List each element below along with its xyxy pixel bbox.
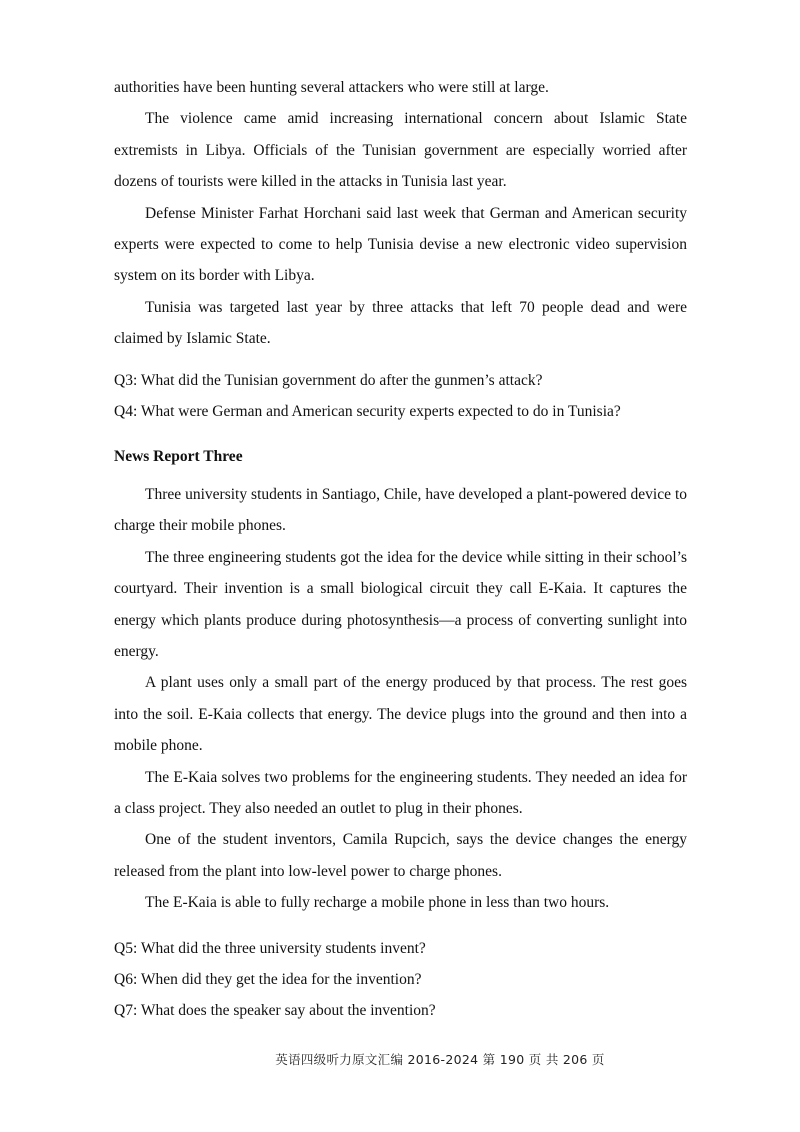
paragraph: The E-Kaia solves two problems for the engineering students. They needed an idea for a class project. They also needed an outlet to plug in their phones.: [114, 768, 687, 817]
question-4: Q4: What were German and American security experts expected to do in Tunisia?: [114, 403, 621, 421]
footer-text: 英语四级听力原文汇编 2016-2024 第 190 页 共 206 页: [275, 1052, 605, 1067]
spacer: [114, 427, 687, 441]
paragraph: The violence came amid increasing international concern about Islamic State extremists in Libya. Officials of the Tunisian government are especially worried after dozens of tourists were killed in the attacks in Tunisia last year.: [114, 110, 687, 191]
paragraph: A plant uses only a small part of the energy produced by that process. The rest goes into the soil. E-Kaia collects that energy. The device plugs into the ground and then into a mobile phone.: [114, 674, 687, 755]
section-heading: News Report Three: [114, 448, 243, 466]
paragraph: The three engineering students got the idea for the device while sitting in their school’s courtyard. Their invention is a small biological circuit they call E-Kaia. It captures the energy which plants produce during photosynthesis—a process of converting sunlight into energy.: [114, 548, 687, 660]
question-6: Q6: When did they get the idea for the invention?: [114, 970, 422, 988]
spacer: [114, 919, 687, 933]
paragraph: Tunisia was targeted last year by three attacks that left 70 people dead and were claimed by Islamic State.: [114, 298, 687, 348]
paragraph: The E-Kaia is able to fully recharge a mobile phone in less than two hours.: [145, 894, 610, 912]
question-5: Q5: What did the three university students invent?: [114, 939, 426, 957]
paragraph: authorities have been hunting several attackers who were still at large.: [114, 79, 549, 96]
paragraph: Three university students in Santiago, Chile, have developed a plant-powered device to charge their mobile phones.: [114, 485, 687, 535]
document-body: [114, 72, 687, 1027]
question-7: Q7: What does the speaker say about the invention?: [114, 1002, 436, 1020]
paragraph: One of the student inventors, Camila Rupcich, says the device changes the energy released from the plant into low-level power to charge phones.: [114, 831, 687, 880]
page-footer: [0, 1050, 800, 1068]
question-3: Q3: What did the Tunisian government do after the gunmen’s attack?: [114, 371, 543, 389]
paragraph: Defense Minister Farhat Horchani said last week that German and American security experts were expected to come to help Tunisia devise a new electronic video supervision system on its border with Libya.: [114, 204, 687, 285]
spacer: [114, 355, 687, 365]
